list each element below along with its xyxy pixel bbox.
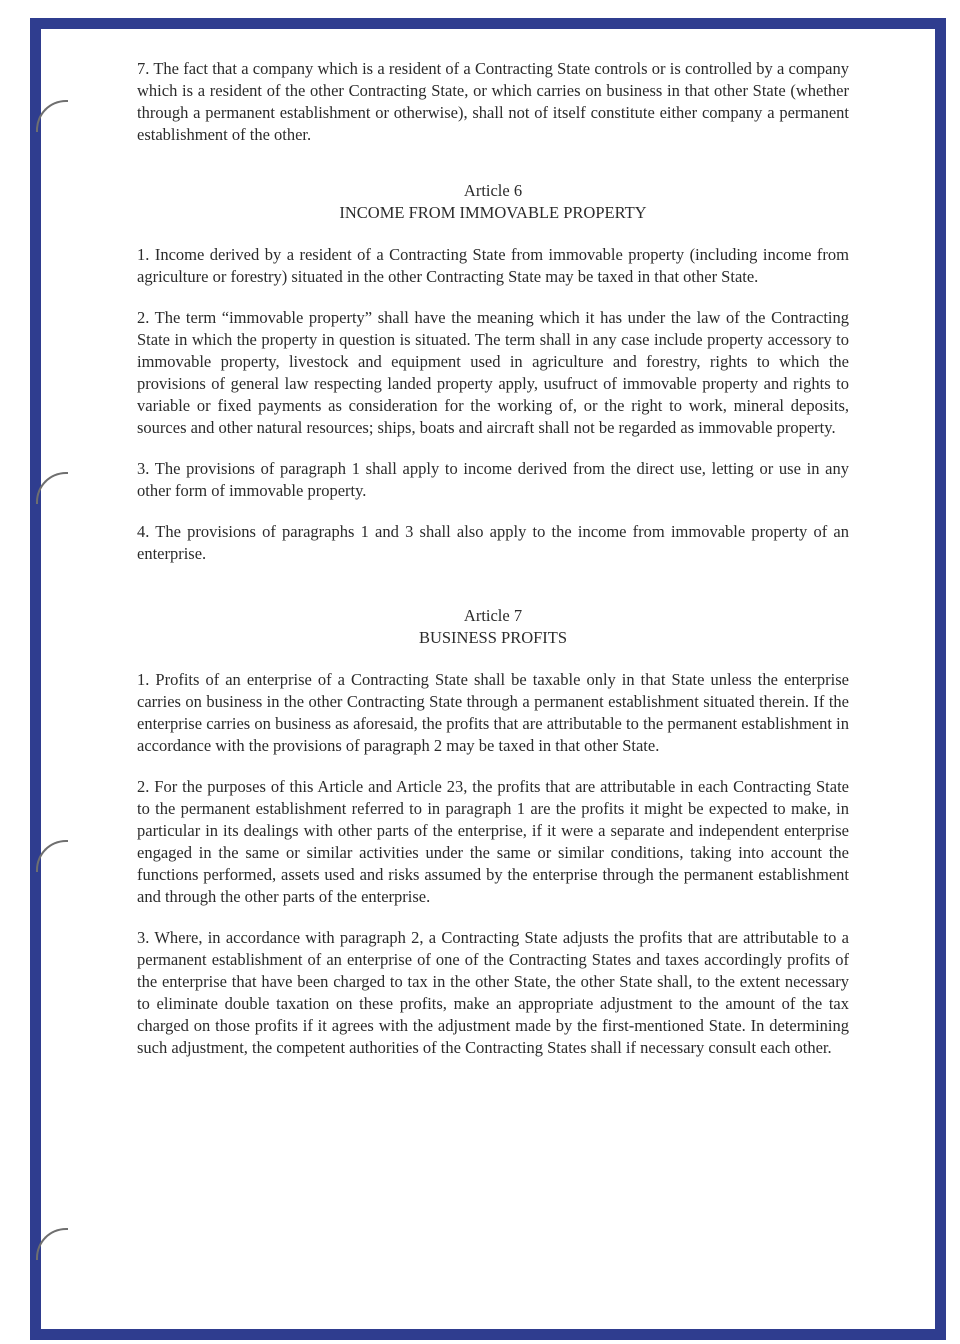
document-body: [137, 58, 849, 1059]
article-7-paragraph-2: 2. For the purposes of this Article and Article 23, the profits that are attributable in each Contracting State to the permanent establishment referred to in paragraph 1 are the profits it might be expected to make, in particular in its dealings with other parts of the enterprise, if it were a separate and independent enterprise engaged in the same or similar activities under the same or similar conditions, taking into account the functions performed, assets used and risks assumed by the enterprise through the permanent establishment and through the other parts of the enterprise.: [137, 777, 849, 906]
article-7-paragraph-3: 3. Where, in accordance with paragraph 2, a Contracting State adjusts the profits that are attributable to a permanent establishment of an enterprise of one of the Contracting States and taxes accordingly profits of the enterprise that have been charged to tax in the other State, the other State shall, to the extent necessary to eliminate double taxation on these profits, make an appropriate adjustment to the amount of the tax charged on those profits if it agrees with the adjustment made by the first-mentioned State. In determining such adjustment, the competent authorities of the Contracting States shall if necessary consult each other.: [137, 928, 849, 1057]
article-6-paragraph-2: 2. The term “immovable property” shall have the meaning which it has under the law of the Contracting State in which the property in question is situated. The term shall in any case include property accessory to immovable property, livestock and equipment used in agriculture and forestry, rights to which the provisions of general law respecting landed property apply, usufruct of immovable property and rights to variable or fixed payments as consideration for the working of, or the right to work, mineral deposits, sources and other natural resources; ships, boats and aircraft shall not be regarded as immovable property.: [137, 308, 849, 437]
article-title: INCOME FROM IMMOVABLE PROPERTY: [339, 203, 647, 222]
paragraph-7: 7. The fact that a company which is a resident of a Contracting State controls or is controlled by a company which is a resident of the other Contracting State, or which carries on business in that other State (whether through a permanent establishment or otherwise), shall not of itself constitute either company a permanent establishment of the other.: [137, 59, 849, 144]
article-number: Article 7: [463, 606, 523, 625]
article-6-paragraph-4: 4. The provisions of paragraphs 1 and 3 shall also apply to the income from immovable property of an enterprise.: [137, 522, 849, 563]
article-6-heading: [137, 180, 849, 224]
article-number: Article 6: [463, 181, 523, 200]
article-7-paragraph-1: 1. Profits of an enterprise of a Contracting State shall be taxable only in that State unless the enterprise carries on business in the other Contracting State through a permanent establishment situated therein. If the enterprise carries on business as aforesaid, the profits that are attributable to the permanent establishment in accordance with the provisions of paragraph 2 may be taxed in that other State.: [137, 670, 849, 755]
article-7-heading: [137, 605, 849, 649]
article-title: BUSINESS PROFITS: [418, 628, 568, 647]
article-6-paragraph-1: 1. Income derived by a resident of a Contracting State from immovable property (including income from agriculture or forestry) situated in the other Contracting State may be taxed in that other State.: [137, 245, 849, 286]
article-6-paragraph-3: 3. The provisions of paragraph 1 shall apply to income derived from the direct use, letting or use in any other form of immovable property.: [137, 459, 849, 500]
